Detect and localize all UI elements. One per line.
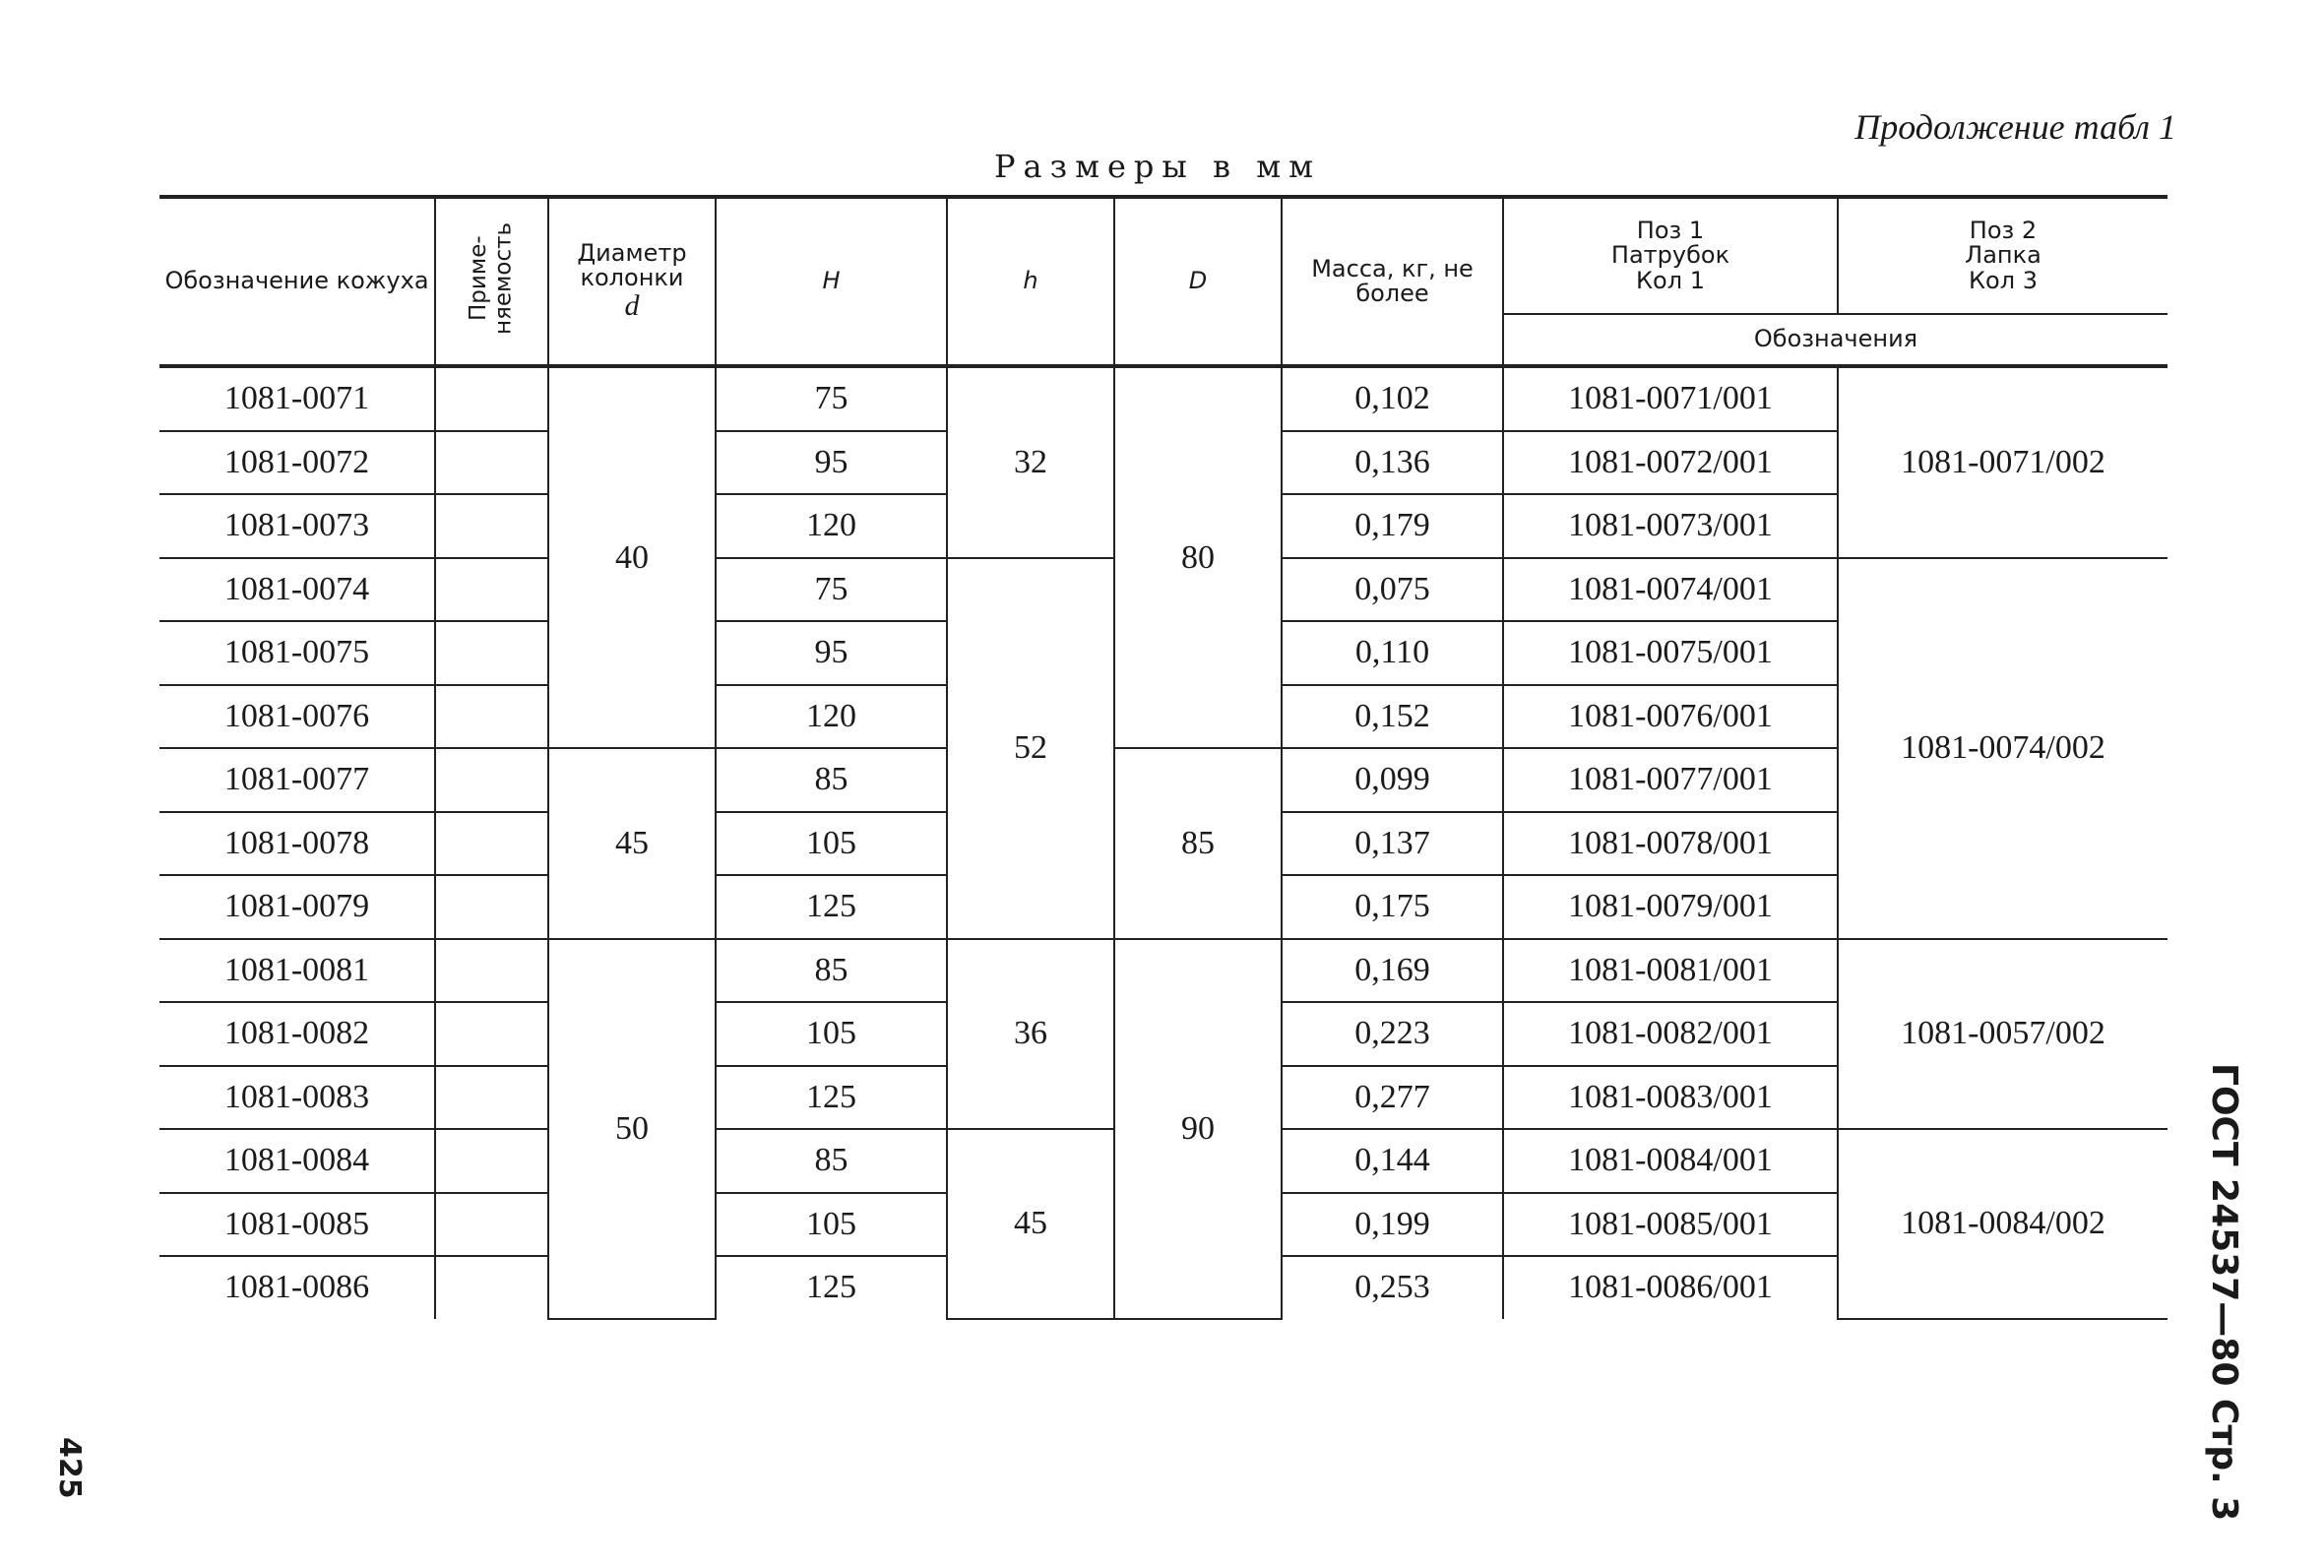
header-pos2-line2: Лапка: [1965, 241, 2041, 270]
mass-cell: 0,137: [1282, 812, 1503, 876]
D-cell: 80: [1114, 366, 1282, 748]
continuation-note: Продолжение табл 1: [1854, 107, 2176, 147]
pos1-designation-cell: 1081-0083/001: [1503, 1066, 1838, 1130]
designation-cell: 1081-0076: [159, 685, 435, 749]
applicability-cell: [435, 621, 548, 685]
H-cell: 125: [716, 1066, 947, 1130]
pos2-designation-cell: 1081-0057/002: [1838, 939, 2167, 1130]
header-designation: Обозначение кожуха: [159, 197, 435, 366]
mass-cell: 0,099: [1282, 748, 1503, 812]
H-cell: 105: [716, 1193, 947, 1257]
table-row: [159, 366, 2167, 431]
designation-cell: 1081-0073: [159, 494, 435, 558]
pos1-designation-cell: 1081-0085/001: [1503, 1193, 1838, 1257]
applicability-cell: [435, 431, 548, 495]
header-h: h: [947, 197, 1114, 366]
pos1-designation-cell: 1081-0082/001: [1503, 1002, 1838, 1066]
designation-cell: 1081-0084: [159, 1129, 435, 1193]
pos1-designation-cell: 1081-0076/001: [1503, 685, 1838, 749]
designation-cell: 1081-0082: [159, 1002, 435, 1066]
column-diameter-cell: 40: [548, 366, 716, 748]
designation-cell: 1081-0083: [159, 1066, 435, 1130]
mass-cell: 0,075: [1282, 558, 1503, 622]
pos2-designation-cell: 1081-0074/002: [1838, 558, 2167, 939]
header-pos2-line3: Кол 3: [1969, 266, 2038, 294]
mass-cell: 0,253: [1282, 1256, 1503, 1319]
applicability-cell: [435, 494, 548, 558]
side-gost-label: ГОСТ 24537—80 Стр. 3: [2204, 1063, 2244, 1522]
h-cell: 52: [947, 558, 1114, 939]
H-cell: 120: [716, 685, 947, 749]
header-column-diameter-text: Диаметр колонки: [577, 239, 687, 292]
pos1-designation-cell: 1081-0081/001: [1503, 939, 1838, 1003]
applicability-cell: [435, 685, 548, 749]
designation-cell: 1081-0075: [159, 621, 435, 685]
pos2-designation-cell: 1081-0084/002: [1838, 1129, 2167, 1319]
H-cell: 125: [716, 1256, 947, 1319]
H-cell: 120: [716, 494, 947, 558]
applicability-cell: [435, 748, 548, 812]
mass-cell: 0,175: [1282, 875, 1503, 939]
pos1-designation-cell: 1081-0078/001: [1503, 812, 1838, 876]
mass-cell: 0,169: [1282, 939, 1503, 1003]
applicability-cell: [435, 1256, 548, 1319]
header-designations: Обозначения: [1503, 314, 2167, 366]
header-applicability-text: Приме- няемость: [466, 222, 517, 336]
header-pos1-line3: Кол 1: [1636, 266, 1705, 294]
pos1-designation-cell: 1081-0073/001: [1503, 494, 1838, 558]
mass-cell: 0,102: [1282, 366, 1503, 431]
D-cell: 90: [1114, 939, 1282, 1319]
H-cell: 75: [716, 558, 947, 622]
applicability-cell: [435, 1066, 548, 1130]
designation-cell: 1081-0081: [159, 939, 435, 1003]
applicability-cell: [435, 1002, 548, 1066]
table-row: [159, 939, 2167, 1003]
mass-cell: 0,277: [1282, 1066, 1503, 1130]
designation-cell: 1081-0074: [159, 558, 435, 622]
H-cell: 105: [716, 1002, 947, 1066]
applicability-cell: [435, 1193, 548, 1257]
h-cell: 32: [947, 366, 1114, 558]
designation-cell: 1081-0086: [159, 1256, 435, 1319]
applicability-cell: [435, 558, 548, 622]
pos1-designation-cell: 1081-0071/001: [1503, 366, 1838, 431]
designation-cell: 1081-0071: [159, 366, 435, 431]
header-D: D: [1114, 197, 1282, 366]
h-cell: 36: [947, 939, 1114, 1130]
column-diameter-cell: 50: [548, 939, 716, 1319]
pos1-designation-cell: 1081-0077/001: [1503, 748, 1838, 812]
column-diameter-cell: 45: [548, 748, 716, 939]
units-caption: Размеры в мм: [994, 148, 1321, 185]
applicability-cell: [435, 366, 548, 431]
designation-cell: 1081-0072: [159, 431, 435, 495]
H-cell: 95: [716, 431, 947, 495]
applicability-cell: [435, 939, 548, 1003]
H-cell: 75: [716, 366, 947, 431]
pos1-designation-cell: 1081-0074/001: [1503, 558, 1838, 622]
mass-cell: 0,223: [1282, 1002, 1503, 1066]
header-column-diameter: [548, 197, 716, 366]
designation-cell: 1081-0078: [159, 812, 435, 876]
applicability-cell: [435, 875, 548, 939]
mass-cell: 0,152: [1282, 685, 1503, 749]
designation-cell: 1081-0085: [159, 1193, 435, 1257]
header-pos1: [1503, 197, 1838, 314]
header-column-diameter-symbol: d: [624, 289, 640, 323]
header-pos1-line1: Поз 1: [1636, 217, 1705, 245]
H-cell: 125: [716, 875, 947, 939]
side-gost-label-wrap: [2195, 1063, 2254, 1522]
mass-cell: 0,144: [1282, 1129, 1503, 1193]
header-mass: Масса, кг, не более: [1282, 197, 1503, 366]
header-pos2-line1: Поз 2: [1969, 217, 2038, 245]
mass-cell: 0,179: [1282, 494, 1503, 558]
pos1-designation-cell: 1081-0084/001: [1503, 1129, 1838, 1193]
H-cell: 105: [716, 812, 947, 876]
mass-cell: 0,136: [1282, 431, 1503, 495]
pos1-designation-cell: 1081-0079/001: [1503, 875, 1838, 939]
header-applicability: [435, 197, 548, 366]
h-cell: 45: [947, 1129, 1114, 1319]
applicability-cell: [435, 812, 548, 876]
pos2-designation-cell: 1081-0071/002: [1838, 366, 2167, 558]
mass-cell: 0,199: [1282, 1193, 1503, 1257]
pos1-designation-cell: 1081-0075/001: [1503, 621, 1838, 685]
mass-cell: 0,110: [1282, 621, 1503, 685]
dimensions-table: [159, 195, 2167, 1320]
designation-cell: 1081-0079: [159, 875, 435, 939]
page-number: 425: [52, 1437, 87, 1499]
pos1-designation-cell: 1081-0086/001: [1503, 1256, 1838, 1319]
header-pos1-line2: Патрубок: [1610, 241, 1730, 270]
pos1-designation-cell: 1081-0072/001: [1503, 431, 1838, 495]
D-cell: 85: [1114, 748, 1282, 939]
header-pos2: [1838, 197, 2167, 314]
designation-cell: 1081-0077: [159, 748, 435, 812]
H-cell: 85: [716, 748, 947, 812]
table-body: [159, 366, 2167, 1319]
H-cell: 85: [716, 939, 947, 1003]
H-cell: 85: [716, 1129, 947, 1193]
H-cell: 95: [716, 621, 947, 685]
header-H: H: [716, 197, 947, 366]
applicability-cell: [435, 1129, 548, 1193]
